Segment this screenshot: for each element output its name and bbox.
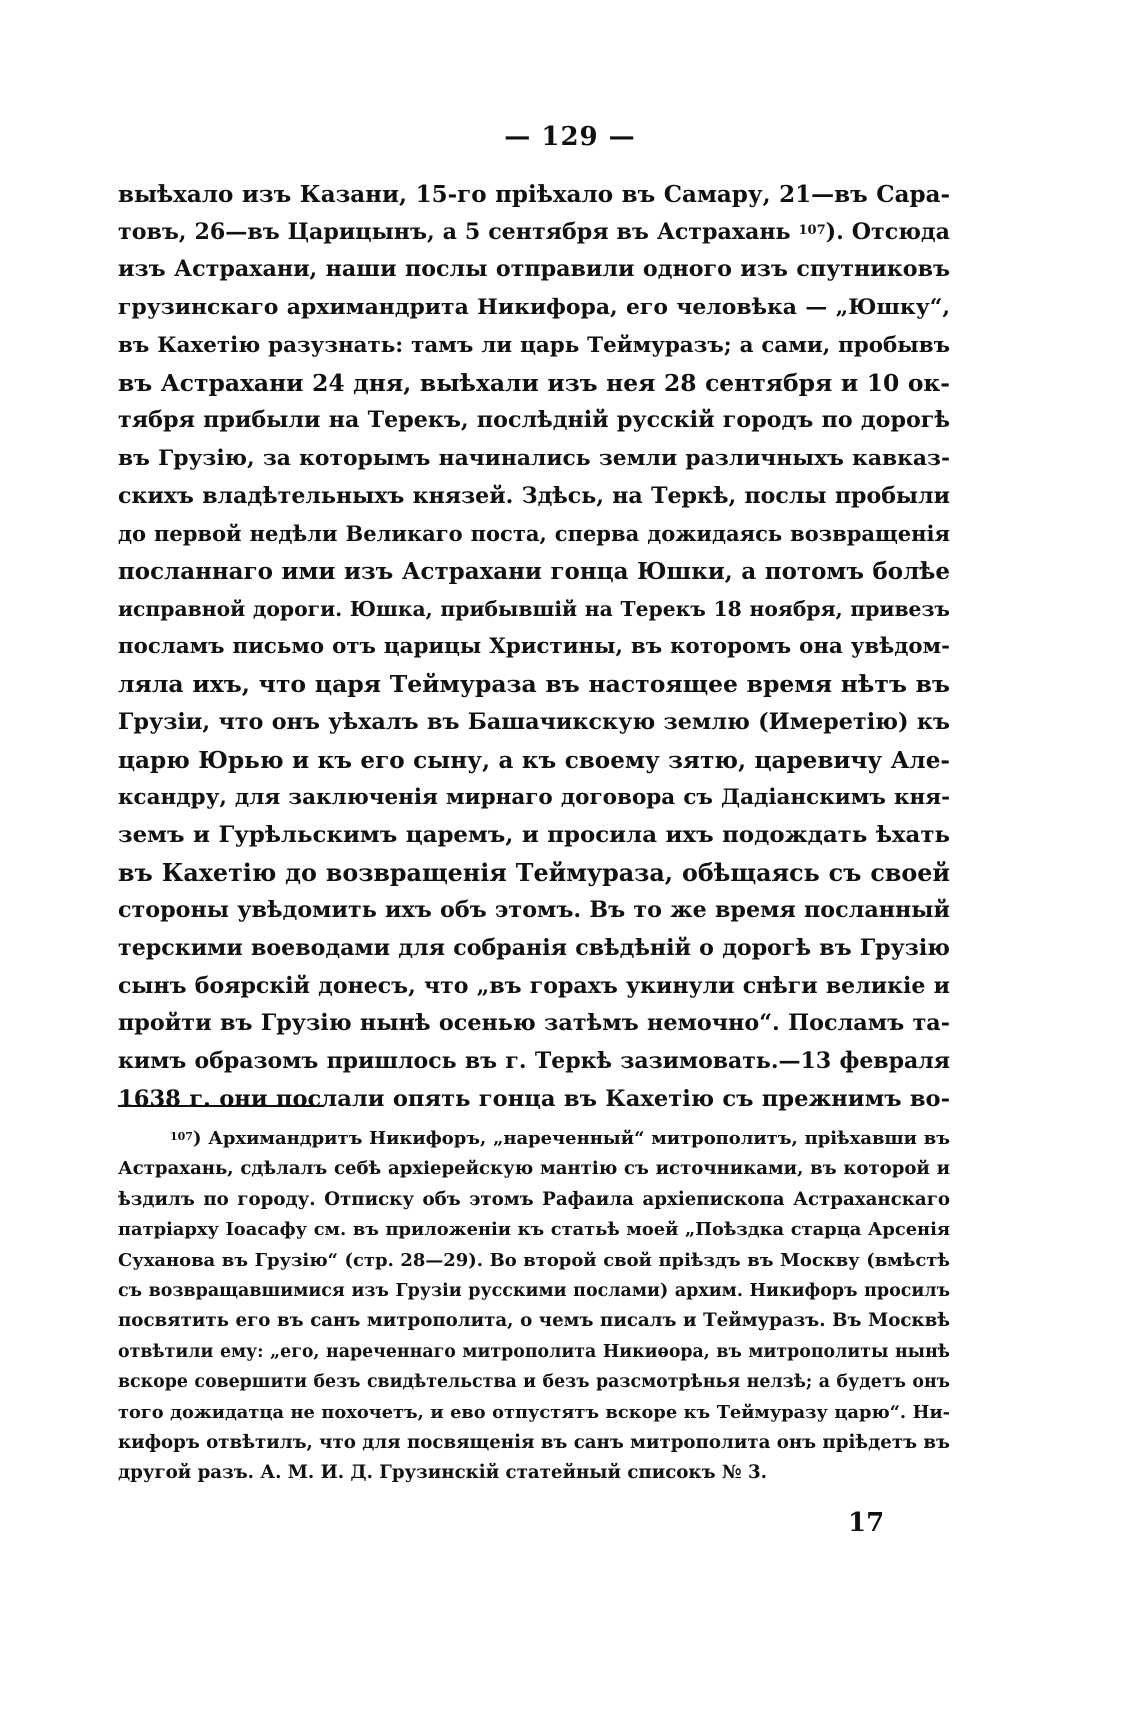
text-line: кимъ образомъ пришлось въ г. Теркѣ зазимовать.—13 февраля [118, 1048, 950, 1075]
footnote-line: отвѣтили ему: „его, нареченнаго митрополита Никиѳора, въ митрополиты нынѣ [118, 1341, 950, 1362]
text-line: земъ и Гурѣльскимъ царемъ, и просила ихъ подождать ѣхать [118, 821, 950, 848]
text-line: сынъ боярскій донесъ, что „въ горахъ укинули снѣги великіе и [118, 972, 950, 999]
text-line: въ Кахетію разузнать: тамъ ли царь Теймуразъ; а сами, пробывъ [118, 332, 950, 358]
text-line-start: товъ, 26—въ Царицынъ, а 5 сентября въ Астрахань [118, 218, 799, 245]
text-line: въ Астрахани 24 дня, выѣхали изъ нея 28 сентября и 10 ок- [118, 368, 950, 397]
text-line: грузинскаго архимандрита Никифора, его человѣка — „Юшку“, [118, 294, 950, 321]
text-line: 1638 г. они послали опять гонца въ Кахетію съ прежнимъ во- [118, 1085, 950, 1112]
footnote-line: вскоре совершити безъ свидѣтельства и безъ разсмотрѣнья нелзѣ; а будетъ онъ [118, 1372, 950, 1393]
text-line: посланнаго ими изъ Астрахани гонца Юшки, а потомъ болѣе [118, 558, 950, 586]
text-line: въ Кахетію до возвращенія Теймураза, обѣщаясь съ своей [118, 858, 950, 887]
text-line: ксандру, для заключенія мирнаго договора съ Дадіанскимъ кня- [118, 785, 950, 811]
footnote-line: ѣздилъ по городу. Отписку объ этомъ Рафаила архіепископа Астраханскаго [118, 1188, 950, 1210]
footnote-line: кифоръ отвѣтилъ, что для посвященія въ санъ митрополита онъ пріѣдетъ въ [118, 1432, 950, 1454]
footnote-number: 107 [170, 1130, 193, 1143]
text-line: терскими воеводами для собранія свѣдѣній о дорогѣ въ Грузію [118, 935, 950, 962]
footnote-line [118, 1124, 950, 1154]
text-line: въ Грузію, за которымъ начинались земли различныхъ кавказ- [118, 445, 950, 471]
text-line: царю Юрью и къ его сыну, а къ своему зятю, царевичу Але- [118, 746, 950, 774]
footnote-line: патріарху Іоасафу см. въ приложеніи къ статьѣ моей „Поѣздка старца Арсенія [118, 1219, 950, 1241]
text-line: пройти въ Грузію нынѣ осенью затѣмъ немочно“. Посламъ та- [118, 1010, 950, 1037]
text-line: выѣхало изъ Казани, 15-го пріѣхало въ Самару, 21—въ Сара- [118, 181, 950, 208]
text-line: до первой недѣли Великаго поста, сперва дожидаясь возвращенія [118, 521, 950, 547]
text-line: стороны увѣдомить ихъ объ этомъ. Въ то же время посланный [118, 897, 950, 924]
text-line: исправной дороги. Юшка, прибывшій на Терекъ 18 ноября, привезъ [118, 596, 950, 621]
text-line: тября прибыли на Терекъ, послѣдній русскій городъ по дорогѣ [118, 407, 950, 434]
footnote-line: съ возвращавшимися изъ Грузіи русскими послами) архим. Никифоръ просилъ [118, 1281, 950, 1302]
footnote-divider [118, 1105, 324, 1107]
text-line-end: ). Отсюда [825, 218, 950, 245]
footnote-line: того дожидатца не похочетъ, и ево отпустятъ вскоре къ Теймуразу царю“. Ни- [118, 1401, 950, 1423]
footnote-line: другой разъ. А. М. И. Д. Грузинскій статейный списокъ № 3. [118, 1462, 767, 1484]
page-number: — 129 — [504, 122, 636, 152]
footnote-line: Суханова въ Грузію“ (стр. 28—29). Во второй свой пріѣздъ въ Москву (вмѣстѣ [118, 1249, 950, 1271]
footnote-line-text: ) Архимандритъ Никифоръ, „нареченный“ митрополитъ, пріѣхавши въ [192, 1128, 950, 1149]
text-line: ляла ихъ, что царя Теймураза въ настоящее время нѣтъ въ [118, 670, 950, 699]
text-line: скихъ владѣтельныхъ князей. Здѣсь, на Теркѣ, послы пробыли [118, 482, 950, 509]
footnote [118, 1124, 950, 1489]
footnote-reference: 107 [798, 222, 826, 238]
main-text [118, 176, 950, 1119]
text-line: Грузіи, что онъ уѣхалъ въ Башачикскую землю (Имеретію) къ [118, 708, 950, 735]
footnote-line: Астрахань, сдѣлалъ себѣ архіерейскую мантію съ источниками, въ которой и [118, 1158, 950, 1180]
signature-mark: 17 [848, 1508, 885, 1538]
text-line [118, 214, 950, 252]
text-line: посламъ письмо отъ царицы Христины, въ которомъ она увѣдом- [118, 634, 950, 660]
text-line: изъ Астрахани, наши послы отправили одного изъ спутниковъ [118, 256, 950, 283]
footnote-line: посвятить его въ санъ митрополита, о чемъ писалъ и Теймуразъ. Въ Москвѣ [118, 1310, 950, 1332]
